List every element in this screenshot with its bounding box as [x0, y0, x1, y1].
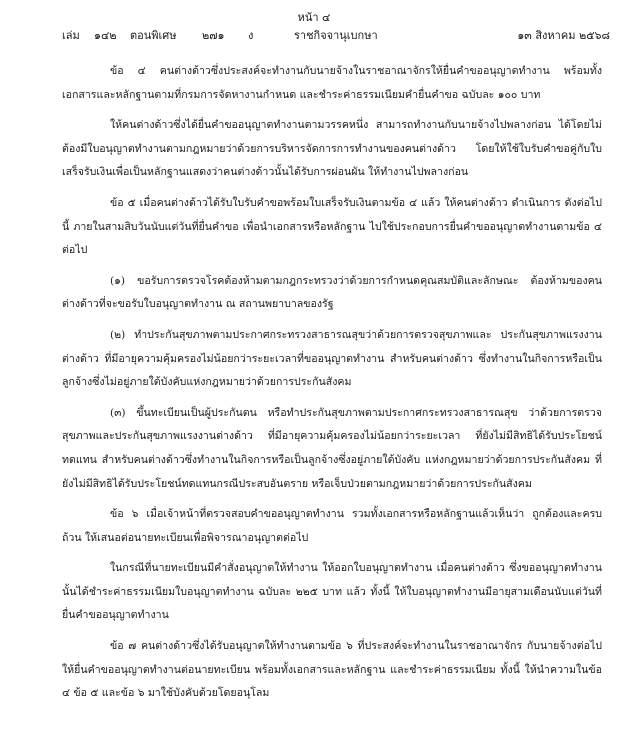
section-number: ๒๗๑: [202, 29, 225, 42]
paragraph-clause-5: ข้อ ๕ เมื่อคนต่างด้าวได้รับใบรับคำขอพร้อมใบเสร็จรับเงินตามข้อ ๔ แล้ว ให้คนต่างด้าว ดำเนินการ ดังต่อไปนี้ ภายในสามสิบวันนับแต่วันที่ยื่นคำขอ เพื่อนำเอกสารหรือหลักฐาน ไปใช้ประกอบการยื่นคำขออนุญาตทำงานตามข้อ ๔ ต่อไป: [62, 196, 602, 257]
paragraph-clause-5-item-2: (๒) ทำประกันสุขภาพตามประกาศกระทรวงสาธารณสุขว่าด้วยการตรวจสุขภาพและ ประกันสุขภาพแรงงานต่างด้าว ที่มีอายุความคุ้มครองไม่น้อยกว่าระยะเวลาที่ขออนุญาตทำงาน สำหรับคนต่างด้าว ซึ่งทำงานในกิจการหรือเป็นลูกจ้างซึ่งไม่อยู่ภายใต้บังคับแห่งกฎหมายว่าด้วยการประกันสังคม: [62, 328, 602, 389]
gazette-header: [62, 26, 610, 42]
paragraph-clause-6-para-2: ในกรณีที่นายทะเบียนมีคำสั่งอนุญาตให้ทำงาน ให้ออกใบอนุญาตทำงาน เมื่อคนต่างด้าว ซึ่งขออนุญาตทำงานนั้นได้ชำระค่าธรรมเนียมใบอนุญาตทำงาน ฉบับละ ๒๒๕ บาท แล้ว ทั้งนี้ ให้ใบอนุญาตทำงานมีอายุสามเดือนนับแต่วันที่ยื่นคำขออนุญาตทำงาน: [62, 562, 602, 622]
paragraph-clause-4-para-2: ให้คนต่างด้าวซึ่งได้ยื่นคำขออนุญาตทำงานตามวรรคหนึ่ง สามารถทำงานกับนายจ้างไปพลางก่อน ได้โดยไม่ต้องมีใบอนุญาตทำงานตามกฎหมายว่าด้วยการบริหารจัดการการทำงานของคนต่างด้าว โดยให้ใช้ใบรับคำขอคู่กับใบเสร็จรับเงินเพื่อเป็นหลักฐานแสดงว่าคนต่างด้าวนั้นได้รับการผ่อนผัน ให้ทำงานไปพลางก่อน: [62, 119, 602, 179]
volume-label: เล่ม: [62, 29, 80, 42]
page-number: หน้า ๔: [297, 11, 331, 24]
section-letter: ง: [248, 29, 254, 42]
document-body: [62, 60, 602, 713]
gazette-name: ราชกิจจานุเบกษา: [294, 29, 378, 42]
volume-number: ๑๔๒: [94, 29, 117, 42]
paragraph-clause-5-item-1: (๑) ขอรับการตรวจโรคต้องห้ามตามกฎกระทรวงว่าด้วยการกำหนดคุณสมบัติและลักษณะ ต้องห้ามของคนต่างด้าวที่จะขอรับใบอนุญาตทำงาน ณ สถานพยาบาลของรัฐ: [62, 274, 602, 311]
paragraph-clause-7: ข้อ ๗ คนต่างด้าวซึ่งได้รับอนุญาตให้ทำงานตามข้อ ๖ ที่ประสงค์จะทำงานในราชอาณาจักร กับนายจ้างต่อไป ให้ยื่นคำขออนุญาตทำงานต่อนายทะเบียน พร้อมทั้งเอกสารและหลักฐาน และชำระค่าธรรมเนียม ทั้งนี้ ให้นำความในข้อ ๔ ข้อ ๕ และข้อ ๖ มาใช้บังคับด้วยโดยอนุโลม: [62, 640, 602, 700]
paragraph-clause-5-item-3: (๓) ขึ้นทะเบียนเป็นผู้ประกันตน หรือทำประกันสุขภาพตามประกาศกระทรวงสาธารณสุข ว่าด้วยการตรวจสุขภาพและประกันสุขภาพแรงงานต่างด้าว ที่มีอายุความคุ้มครองไม่น้อยกว่าระยะเวลา ที่ยังไม่มีสิทธิได้รับประโยชน์ทดแทน สำหรับคนต่างด้าวซึ่งทำงานในกิจการหรือเป็นลูกจ้างซึ่งอยู่ภายใต้บังคับ แห่งกฎหมายว่าด้วยการประกันสังคม ที่ยังไม่มีสิทธิได้รับประโยชน์ทดแทนกรณีประสบอันตราย หรือเจ็บป่วยตามกฎหมายว่าด้วยการประกันสังคม: [62, 406, 602, 490]
section-label: ตอนพิเศษ: [130, 29, 177, 42]
paragraph-clause-4: ข้อ ๔ คนต่างด้าวซึ่งประสงค์จะทำงานกับนายจ้างในราชอาณาจักรให้ยื่นคำขออนุญาตทำงาน พร้อมทั้งเอกสารและหลักฐานตามที่กรมการจัดหางานกำหนด และชำระค่าธรรมเนียมคำยื่นคำขอ ฉบับละ ๑๐๐ บาท: [62, 65, 602, 101]
issue-date: ๑๓ สิงหาคม ๒๕๖๘: [517, 29, 610, 42]
paragraph-clause-6: ข้อ ๖ เมื่อเจ้าหน้าที่ตรวจสอบคำขออนุญาตทำงาน รวมทั้งเอกสารหรือหลักฐานแล้วเห็นว่า ถูกต้องและครบถ้วน ให้เสนอต่อนายทะเบียนเพื่อพิจารณาอนุญาตต่อไป: [62, 508, 602, 544]
